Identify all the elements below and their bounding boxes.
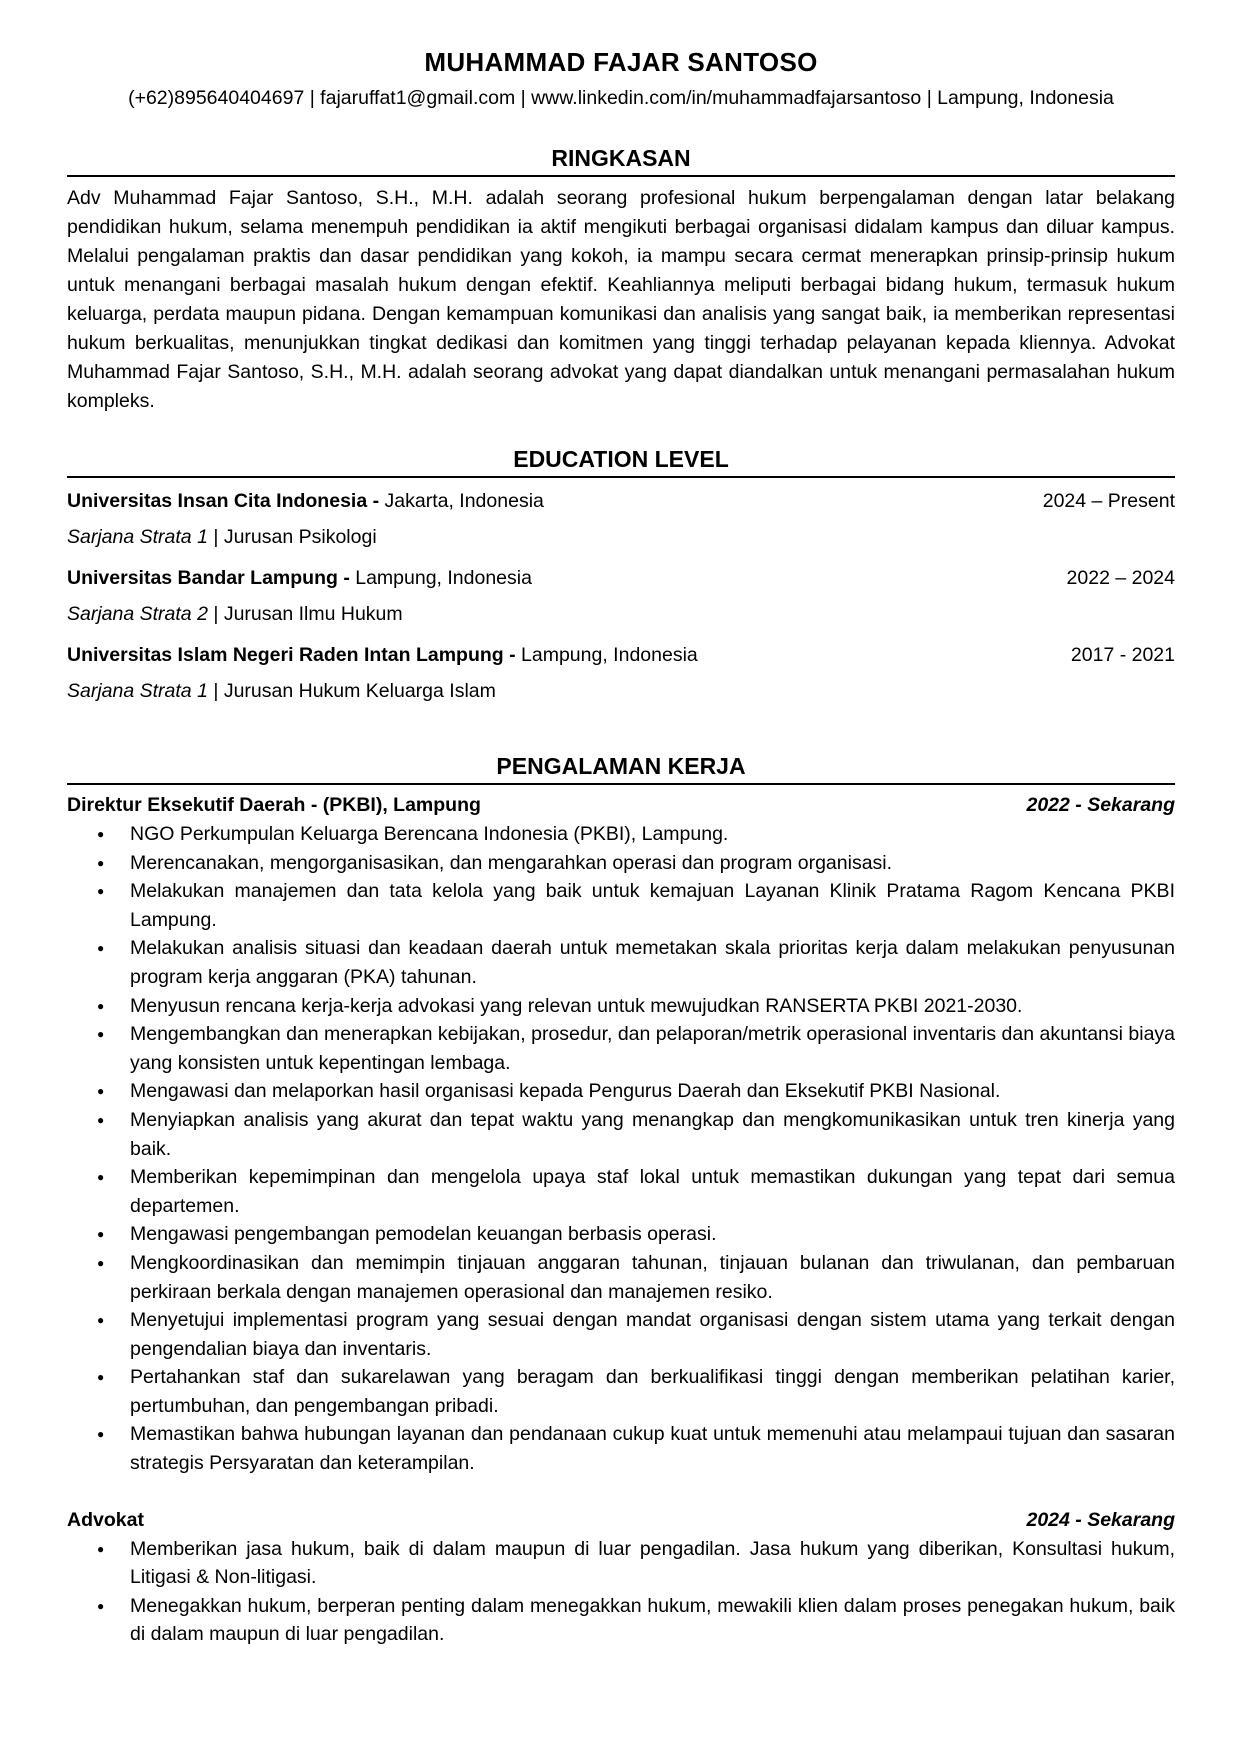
bullet-item: ● Memberikan kepemimpinan dan mengelola upaya staf lokal untuk memastikan dukungan yang tepat dari semua departemen. <box>130 1163 1175 1220</box>
education-entry-title <box>67 641 698 669</box>
job-title: Direktur Eksekutif Daerah - (PKBI), Lampung <box>67 794 481 816</box>
job-dates: 2022 - Sekarang <box>1026 794 1175 816</box>
bullet-item: ● Menyetujui implementasi program yang sesuai dengan mandat organisasi dengan sistem utama yang terkait dengan pengendalian biaya dan inventaris. <box>130 1306 1175 1363</box>
job-title: Advokat <box>67 1508 144 1531</box>
experience-heading: PENGALAMAN KERJA <box>67 752 1175 785</box>
bullet-item: ● Memastikan bahwa hubungan layanan dan pendanaan cukup kuat untuk memenuhi atau melampaui tujuan dan sasaran strategis Persyaratan dan keterampilan. <box>130 1420 1175 1477</box>
bullet-item: ● Melakukan analisis situasi dan keadaan daerah untuk memetakan skala prioritas kerja dalam melakukan penyusunan program kerja anggaran (PKA) tahunan. <box>130 934 1175 991</box>
institution-name: Universitas Islam Negeri Raden Intan Lampung - <box>67 644 516 666</box>
summary-paragraph: Adv Muhammad Fajar Santoso, S.H., M.H. adalah seorang profesional hukum berpengalaman dengan latar belakang pendidikan hukum, selama menempuh pendidikan ia aktif mengikuti berbagai organisasi didalam kampus dan diluar kampus. Melalui pengalaman praktis dan dasar pendidikan yang kokoh, ia mampu secara cermat menerapkan prinsip-prinsip hukum untuk menangani berbagai masalah hukum dengan efektif. Keahliannya meliputi berbagai bidang hukum, termasuk hukum keluarga, perdata maupun pidana. Dengan kemampuan komunikasi dan analisis yang sangat baik, ia memberikan representasi hukum berkualitas, menunjukkan tingkat dedikasi dan komitmen yang tinggi terhadap pelayanan kepada kliennya. Advokat Muhammad Fajar Santoso, S.H., M.H. adalah seorang advokat yang dapat diandalkan untuk menangani permasalahan hukum kompleks. <box>67 187 1175 412</box>
degree: Sarjana Strata 1 <box>67 526 208 548</box>
job-entry <box>67 791 1175 1478</box>
summary-heading: RINGKASAN <box>67 144 1175 177</box>
education-entry-title <box>67 487 544 515</box>
institution-location: Jakarta, Indonesia <box>384 490 544 512</box>
institution-name: Universitas Insan Cita Indonesia - <box>67 490 380 512</box>
bullet-item: ● Menyusun rencana kerja-kerja advokasi yang relevan untuk mewujudkan RANSERTA PKBI 2021-2030. <box>130 992 1175 1021</box>
education-entry <box>67 487 1175 551</box>
institution-location: Lampung, Indonesia <box>355 567 532 589</box>
institution-name: Universitas Bandar Lampung - <box>67 567 350 589</box>
bullet-item: ● Menegakkan hukum, berperan penting dalam menegakkan hukum, mewakili klien dalam proses penegakan hukum, baik di dalam maupun di luar pengadilan. <box>130 1592 1175 1649</box>
job-header <box>67 791 1175 820</box>
major: | Jurusan Ilmu Hukum <box>213 603 403 625</box>
bullet-item: ● Memberikan jasa hukum, baik di dalam maupun di luar pengadilan. Jasa hukum yang diberikan, Konsultasi hukum, Litigasi & Non-litigasi. <box>130 1535 1175 1592</box>
bullet-item: ● Melakukan manajemen dan tata kelola yang baik untuk kemajuan Layanan Klinik Pratama Ragom Kencana PKBI Lampung. <box>130 877 1175 934</box>
bullet-item: ● Mengkoordinasikan dan memimpin tinjauan anggaran tahunan, tinjauan bulanan dan triwulanan, dan pembaruan perkiraan berkala dengan manajemen operasional dan manajemen resiko. <box>130 1249 1175 1306</box>
contact-line: (+62)895640404697 | fajaruffat1@gmail.com | www.linkedin.com/in/muhammadfajarsantoso | Lampung, Indonesia <box>128 87 1114 109</box>
bullet-item: ● Mengembangkan dan menerapkan kebijakan, prosedur, dan pelaporan/metrik operasional inventaris dan akuntansi biaya yang konsisten untuk kepentingan lembaga. <box>130 1020 1175 1077</box>
job-dates: 2024 - Sekarang <box>1026 1508 1175 1531</box>
education-dates: 2024 – Present <box>1042 490 1175 512</box>
section-experience <box>67 752 1175 1649</box>
job-entry <box>67 1506 1175 1649</box>
bullet-item: ● Mengawasi pengembangan pemodelan keuangan berbasis operasi. <box>130 1220 1175 1249</box>
degree: Sarjana Strata 1 <box>67 680 208 702</box>
education-dates: 2017 - 2021 <box>1070 644 1175 666</box>
education-entry <box>67 564 1175 628</box>
section-education <box>67 445 1175 705</box>
education-dates: 2022 – 2024 <box>1066 567 1175 589</box>
resume-name: MUHAMMAD FAJAR SANTOSO <box>424 47 818 77</box>
section-summary <box>67 144 1175 416</box>
major: | Jurusan Psikologi <box>213 526 377 548</box>
education-heading: EDUCATION LEVEL <box>67 445 1175 478</box>
bullet-item: ● Mengawasi dan melaporkan hasil organisasi kepada Pengurus Daerah dan Eksekutif PKBI Nasional. <box>130 1077 1175 1106</box>
job-bullet-list <box>67 820 1175 1478</box>
institution-location: Lampung, Indonesia <box>521 644 698 666</box>
bullet-item: ● Pertahankan staf dan sukarelawan yang beragam dan berkualifikasi tinggi dengan memberikan pelatihan karier, pertumbuhan, dan pengembangan pribadi. <box>130 1363 1175 1420</box>
degree: Sarjana Strata 2 <box>67 603 208 625</box>
job-header <box>67 1506 1175 1535</box>
major: | Jurusan Hukum Keluarga Islam <box>213 680 496 702</box>
bullet-item: ● Merencanakan, mengorganisasikan, dan mengarahkan operasi dan program organisasi. <box>130 849 1175 878</box>
bullet-item: ● NGO Perkumpulan Keluarga Berencana Indonesia (PKBI), Lampung. <box>130 820 1175 849</box>
job-bullet-list <box>67 1535 1175 1649</box>
bullet-item: ● Menyiapkan analisis yang akurat dan tepat waktu yang menangkap dan mengkomunikasikan untuk tren kinerja yang baik. <box>130 1106 1175 1163</box>
education-entry-title <box>67 564 532 592</box>
education-entry <box>67 641 1175 705</box>
